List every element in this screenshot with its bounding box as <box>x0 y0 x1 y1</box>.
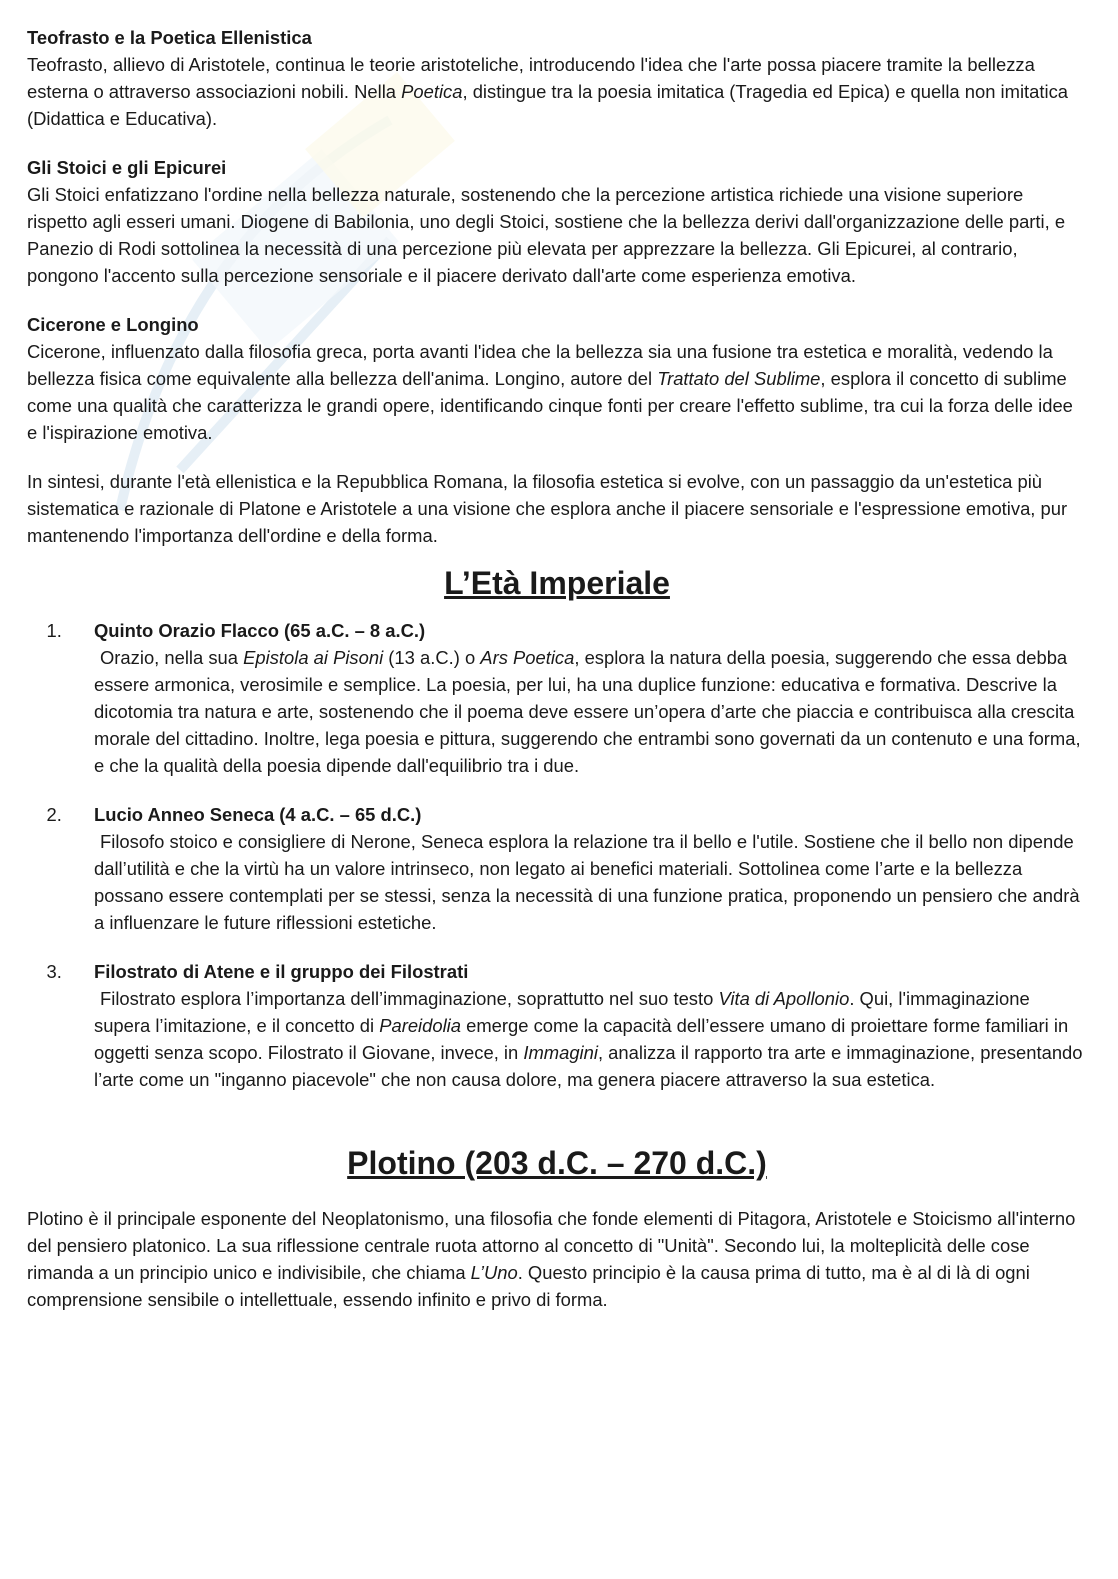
list-item-seneca: 2. Lucio Anneo Seneca (4 a.C. – 65 d.C.) Filosofo stoico e consigliere di Nerone, Seneca esplora la relazione tra il bello e l'utile. Sostiene che il bello non dipende dall’utilità e che la virtù ha un valore intrinseco, non legato ai benefici materiali. Sottolinea come l’arte e la bellezza possano essere contemplati per se stessi, senza la necessità di una funzione pratica, proponendo un pensiero che andrà a influenzare le future riflessioni estetiche. <box>67 801 1087 936</box>
paragraph-stoici: Gli Stoici enfatizzano l'ordine nella bellezza naturale, sostenendo che la percezione artistica richiede una visione superiore rispetto agli esseri umani. Diogene di Babilonia, uno degli Stoici, sostiene che la bellezza derivi dall'organizzazione delle parti, e Panezio di Rodi sottolinea la necessità di una percezione più elevata per apprezzare la bellezza. Gli Epicurei, al contrario, pongono l'accento sulla percezione sensoriale e il piacere derivato dall'arte come esperienza emotiva. <box>27 184 1066 286</box>
imperial-list <box>27 617 1087 1093</box>
section-heading-cicerone: Cicerone e Longino <box>27 314 199 335</box>
paragraph-cicerone: Cicerone, influenzato dalla filosofia greca, porta avanti l'idea che la bellezza sia una fusione tra estetica e moralità, vedendo la bellezza fisica come equivalente alla bellezza dell'anima. Longino, autore del Trattato del Sublime, esplora il concetto di sublime come una qualità che caratterizza le grandi opere, identificando cinque fonti per creare l'effetto sublime, tra cui la forza delle idee e l'ispirazione emotiva. <box>27 341 1073 443</box>
section-heading-stoici: Gli Stoici e gli Epicurei <box>27 157 227 178</box>
heading-plotino: Plotino (203 d.C. – 270 d.C.) <box>347 1145 767 1181</box>
paragraph-summary: In sintesi, durante l'età ellenistica e la Repubblica Romana, la filosofia estetica si evolve, con un passaggio da un'estetica più sistematica e razionale di Platone e Aristotele a una visione che esplora anche il piacere sensoriale e l'espressione emotiva, pur mantenendo l'importanza dell'ordine e della forma. <box>27 471 1068 546</box>
list-item-filostrato: 3. Filostrato di Atene e il gruppo dei Filostrati Filostrato esplora l’importanza dell’immaginazione, soprattutto nel suo testo Vita di Apollonio. Qui, l'immaginazione supera l’imitazione, e il concetto di Pareidolia emerge come la capacità dell’essere umano di proiettare forme familiari in oggetti senza scopo. Filostrato il Giovane, invece, in Immagini, analizza il rapporto tra arte e immaginazione, presentando l’arte come un "inganno piacevole" che non causa dolore, ma genera piacere attraverso la sua estetica. <box>67 958 1087 1093</box>
heading-eta-imperiale: L’Età Imperiale <box>444 565 670 601</box>
paragraph-plotino: Plotino è il principale esponente del Neoplatonismo, una filosofia che fonde elementi di Pitagora, Aristotele e Stoicismo all'interno del pensiero platonico. La sua riflessione centrale ruota attorno al concetto di "Unità". Secondo lui, la molteplicità delle cose rimanda a un principio unico e indivisibile, che chiama L’Uno. Questo principio è la causa prima di tutto, ma è al di là di ogni comprensione sensibile o intellettuale, essendo infinito e privo di forma. <box>27 1208 1076 1310</box>
document-page <box>27 24 1087 1313</box>
list-item-orazio: 1. Quinto Orazio Flacco (65 a.C. – 8 a.C.) Orazio, nella sua Epistola ai Pisoni (13 a.C.) o Ars Poetica, esplora la natura della poesia, suggerendo che essa debba essere armonica, verosimile e semplice. La poesia, per lui, ha una duplice funzione: educativa e formativa. Descrive la dicotomia tra natura e arte, sostenendo che il poema deve essere un’opera d’arte che piaccia e contribuisca alla crescita morale del cittadino. Inoltre, lega poesia e pittura, suggerendo che entrambi sono governati da un contenuto e una forma, e che la qualità della poesia dipende dall'equilibrio tra i due. <box>67 617 1087 779</box>
paragraph-teofrasto: Teofrasto, allievo di Aristotele, continua le teorie aristoteliche, introducendo l'idea che l'arte possa piacere tramite la bellezza esterna o attraverso associazioni nobili. Nella Poetica, distingue tra la poesia imitatica (Tragedia ed Epica) e quella non imitatica (Didattica e Educativa). <box>27 54 1068 129</box>
section-heading-teofrasto: Teofrasto e la Poetica Ellenistica <box>27 27 312 48</box>
